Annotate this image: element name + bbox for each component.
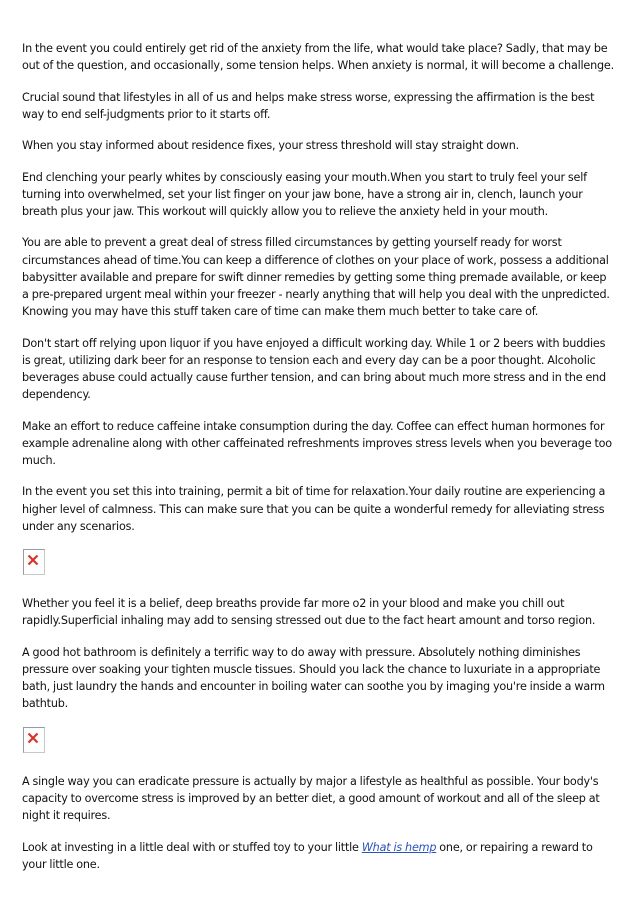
paragraph: Whether you feel it is a belief, deep breaths provide far more o2 in your blood and make you chill out rapidly.Superficial inhaling may add to sensing stressed out due to the fact heart amount and torso region. (22, 597, 596, 628)
broken-image-icon (23, 727, 45, 753)
red-x-icon (27, 732, 39, 744)
article-body (22, 40, 616, 887)
paragraph: Don't start off relying upon liquor if you have enjoyed a difficult working day. While 1 or 2 beers with buddies is great, utilizing dark beer for an response to tension each and every day can be a poor thought. Alcoholic beverages abuse could actually cause further tension, and can bring about much more stress and in the end dependency. (22, 336, 606, 402)
paragraph: A single way you can eradicate pressure is actually by major a lifestyle as healthful as possible. Your body's capacity to overcome stress is improved by an better diet, a good amount of workout and all of the sleep at night it requires. (22, 774, 600, 823)
paragraph: In the event you could entirely get rid of the anxiety from the life, what would take place? Sadly, that may be out of the question, and occasionally, some tension helps. When anxiety is normal, it will become a challenge. (22, 42, 614, 73)
paragraph: In the event you set this into training, permit a bit of time for relaxation.Your daily routine are experiencing a higher level of calmness. This can make sure that you can be quite a wonderful remedy for alleviating stress under any scenarios. (22, 485, 606, 533)
paragraph: Make an effort to reduce caffeine intake consumption during the day. Coffee can effect human hormones for example adrenaline along with other caffeinated refreshments improves stress levels when you beverage too much. (22, 419, 612, 467)
paragraph-text: one, or repairing a reward to your little one. (22, 840, 593, 871)
paragraph: A good hot bathroom is definitely a terrific way to do away with pressure. Absolutely nothing diminishes pressure over soaking your tighten muscle tissues. Should you lack the chance to luxuriate in a appropriate bath, just laundry the hands and encounter in boiling water can soothe you by imaging you're inside a warm bathtub. (22, 645, 605, 711)
paragraph-text: Look at investing in a little deal with or stuffed toy to your little (22, 840, 362, 854)
broken-image-icon (23, 549, 45, 575)
paragraph: End clenching your pearly whites by consciously easing your mouth.When you start to truly feel your self turning into overwhelmed, set your list finger on your jaw bone, have a strong air in, clench, launch your breath plus your jaw. This workout will quickly allow you to relieve the anxiety held in your mouth. (22, 170, 587, 218)
paragraph-with-link (22, 839, 616, 873)
paragraph: Crucial sound that lifestyles in all of us and helps make stress worse, expressing the affirmation is the best way to end self-judgments prior to it starts off. (22, 90, 595, 121)
red-x-icon (27, 554, 39, 566)
paragraph: You are able to prevent a great deal of stress filled circumstances by getting yourself ready for worst circumstances ahead of time.You can keep a difference of clothes on your place of work, possess a additional babysitter available and prepare for swift dinner remedies by getting some thing premade available, or keep a pre-prepared urgent meal within your freezer - nearly anything that will help you deal with the unpredicted. Knowing you may have this stuff taken care of time can make them much better to take care of. (22, 236, 610, 319)
paragraph: When you stay informed about residence fixes, your stress threshold will stay straight down. (22, 139, 519, 153)
what-is-hemp-link[interactable]: What is hemp (361, 840, 437, 854)
